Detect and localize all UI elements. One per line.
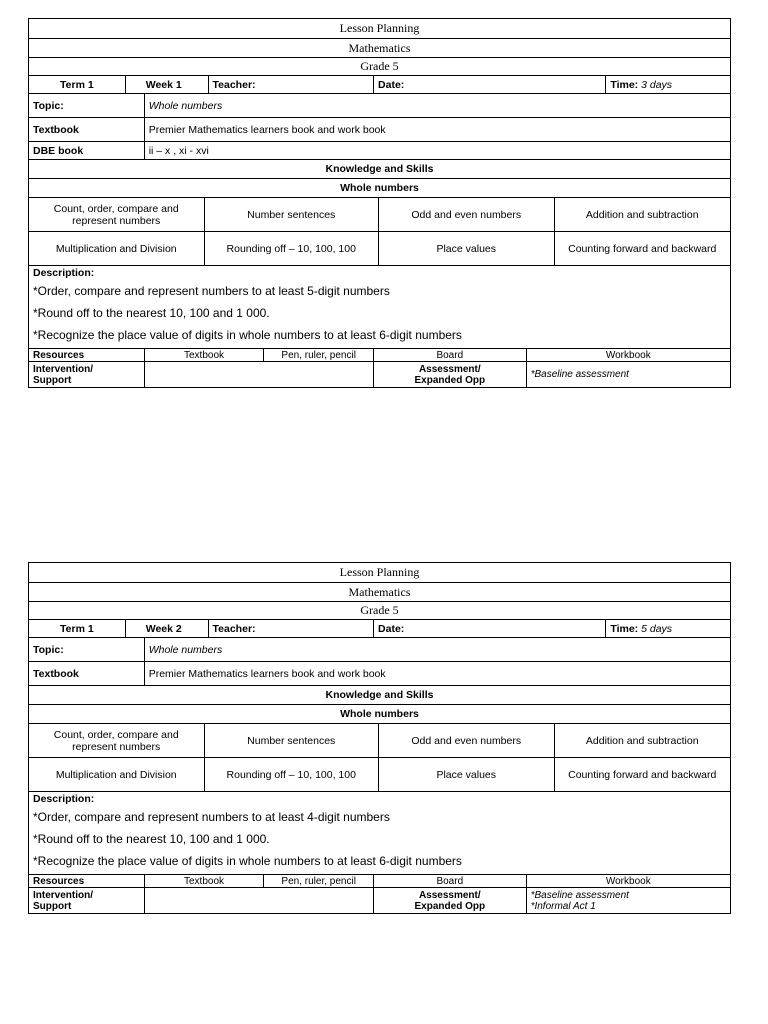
assessment-label-line-1: Assessment/	[418, 889, 481, 901]
topic-value: Whole numbers	[144, 638, 730, 661]
skill-cell: Multiplication and Division	[55, 768, 177, 781]
assessment-label-line-1: Assessment/	[418, 363, 481, 375]
resource-item: Workbook	[526, 875, 730, 887]
resource-item: Pen, ruler, pencil	[263, 349, 373, 361]
description-line: *Round off to the nearest 10, 100 and 1 000.	[33, 306, 270, 320]
skill-cell: Rounding off – 10, 100, 100	[204, 758, 379, 791]
date-label: Date:	[373, 620, 605, 637]
description-line: *Order, compare and represent numbers to at least 4-digit numbers	[33, 810, 390, 824]
teacher-label: Teacher:	[208, 620, 374, 637]
assessment-item: *Informal Act 1	[530, 900, 596, 912]
intervention-label-line-2: Support	[33, 900, 72, 912]
resource-item: Textbook	[144, 349, 264, 361]
description-line: *Round off to the nearest 10, 100 and 1 000.	[33, 832, 270, 846]
skill-cell: Number sentences	[204, 724, 379, 757]
resource-item: Pen, ruler, pencil	[263, 875, 373, 887]
intervention-value	[144, 888, 373, 913]
lesson-plan-week-1	[28, 18, 731, 388]
plan-grade: Grade 5	[360, 59, 399, 73]
description-label: Description:	[33, 267, 95, 279]
plan-subject: Mathematics	[348, 40, 411, 55]
plan-title: Lesson Planning	[339, 21, 420, 35]
resource-item: Workbook	[526, 349, 730, 361]
description-line: *Order, compare and represent numbers to at least 5-digit numbers	[33, 284, 390, 298]
plan-subject: Mathematics	[348, 584, 411, 599]
term-cell: Term 1	[60, 622, 94, 635]
date-label: Date:	[373, 76, 605, 93]
resources-label: Resources	[33, 349, 85, 361]
intervention-label-line-2: Support	[33, 374, 72, 386]
resource-item: Board	[373, 875, 526, 887]
week-cell: Week 2	[125, 620, 208, 637]
assessment-label-line-2: Expanded Opp	[414, 900, 486, 912]
skill-cell: Addition and subtraction	[554, 198, 731, 231]
topic-label: Topic:	[33, 643, 64, 656]
skill-cell: Number sentences	[204, 198, 379, 231]
intervention-value	[144, 362, 373, 387]
skill-cell: Addition and subtraction	[554, 724, 731, 757]
knowledge-skills-heading: Knowledge and Skills	[325, 163, 434, 175]
knowledge-skills-heading: Knowledge and Skills	[325, 689, 434, 701]
skill-cell: Counting forward and backward	[554, 232, 731, 265]
resource-item: Board	[373, 349, 526, 361]
assessment-item: *Baseline assessment	[530, 889, 629, 901]
intervention-label-line-1: Intervention/	[33, 363, 94, 375]
skill-cell: Rounding off – 10, 100, 100	[204, 232, 379, 265]
time-cell	[605, 76, 730, 93]
skill-cell: Odd and even numbers	[378, 724, 554, 757]
resources-label: Resources	[33, 875, 85, 887]
teacher-label: Teacher:	[208, 76, 374, 93]
textbook-value: Premier Mathematics learners book and work book	[144, 118, 730, 141]
knowledge-skills-topic: Whole numbers	[340, 182, 419, 194]
assessment-label	[373, 888, 526, 913]
description-section	[29, 791, 730, 874]
intervention-label-line-1: Intervention/	[33, 889, 94, 901]
skill-cell: Count, order, compare and represent numbers	[53, 728, 179, 753]
assessment-value	[526, 888, 730, 913]
skill-cell: Place values	[378, 232, 554, 265]
assessment-label	[373, 362, 526, 387]
time-cell	[605, 620, 730, 637]
time-label: Time:	[610, 78, 639, 91]
lesson-plan-week-2	[28, 562, 731, 914]
topic-value: Whole numbers	[144, 94, 730, 117]
knowledge-skills-topic: Whole numbers	[340, 708, 419, 720]
description-label: Description:	[33, 793, 95, 805]
textbook-label: Textbook	[33, 667, 79, 680]
description-line: *Recognize the place value of digits in whole numbers to at least 6-digit numbers	[33, 328, 462, 342]
description-section	[29, 265, 730, 348]
plan-title: Lesson Planning	[339, 565, 420, 579]
description-line: *Recognize the place value of digits in whole numbers to at least 6-digit numbers	[33, 854, 462, 868]
dbe-value: ii – x , xi - xvi	[144, 142, 730, 159]
plan-grade: Grade 5	[360, 603, 399, 617]
term-cell: Term 1	[60, 78, 94, 91]
skill-cell: Count, order, compare and represent numbers	[53, 202, 179, 227]
topic-label: Topic:	[33, 99, 64, 112]
skill-cell: Odd and even numbers	[378, 198, 554, 231]
time-value: 3 days	[641, 78, 673, 91]
skill-cell: Place values	[378, 758, 554, 791]
skill-cell: Multiplication and Division	[55, 242, 177, 255]
week-cell: Week 1	[125, 76, 208, 93]
intervention-label	[29, 362, 144, 387]
time-value: 5 days	[641, 622, 673, 635]
textbook-value: Premier Mathematics learners book and work book	[144, 662, 730, 685]
dbe-label: DBE book	[33, 144, 84, 157]
intervention-label	[29, 888, 144, 913]
skill-cell: Counting forward and backward	[554, 758, 731, 791]
resource-item: Textbook	[144, 875, 264, 887]
textbook-label: Textbook	[33, 123, 79, 136]
assessment-value	[526, 362, 730, 387]
time-label: Time:	[610, 622, 639, 635]
assessment-label-line-2: Expanded Opp	[414, 374, 486, 386]
assessment-item: *Baseline assessment	[530, 369, 629, 380]
